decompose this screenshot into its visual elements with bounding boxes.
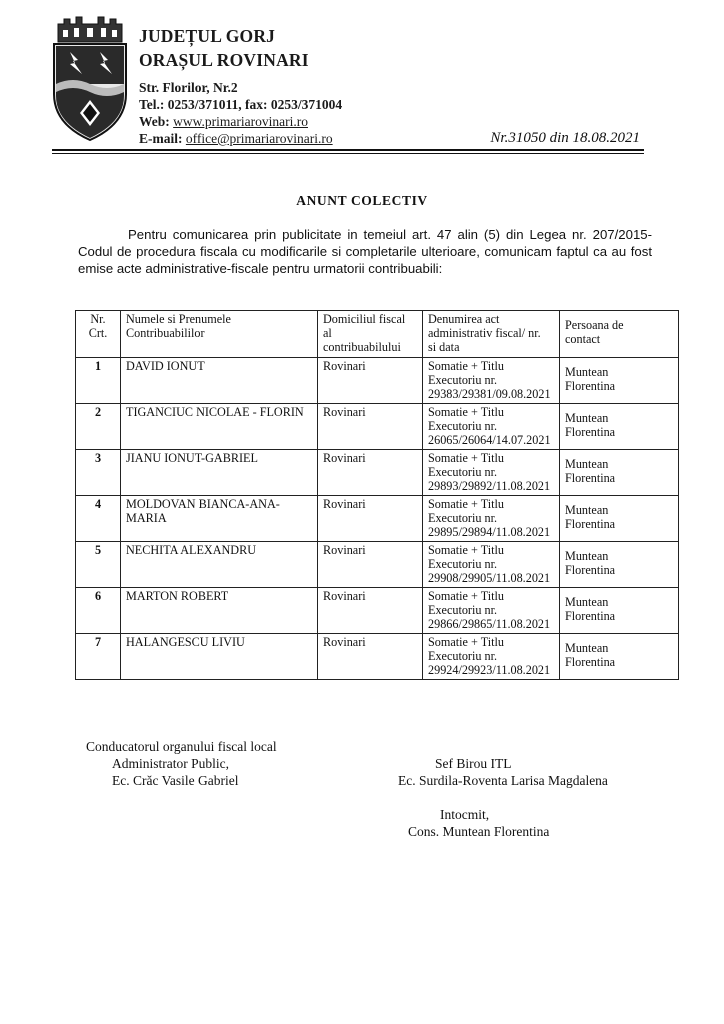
web-line	[139, 114, 308, 130]
header-act-line: si data	[428, 340, 460, 354]
signature-left	[86, 738, 277, 789]
contact-person	[560, 358, 679, 404]
row-number	[76, 496, 121, 542]
web-label: Web:	[139, 114, 170, 129]
header-act	[423, 311, 560, 358]
prepared-line: Intocmit,	[440, 807, 490, 822]
contact-person-text: Muntean	[565, 457, 609, 471]
contact-person-text: Florentina	[565, 425, 616, 439]
fiscal-domicile	[318, 404, 423, 450]
contact-person	[560, 588, 679, 634]
taxpayer-name	[121, 450, 318, 496]
fiscal-act	[423, 404, 560, 450]
web-link[interactable]: www.primariarovinari.ro	[173, 114, 308, 129]
fiscal-act-text: Somatie + Titlu	[428, 589, 504, 603]
fiscal-act-text: Executoriu nr.	[428, 373, 498, 387]
intro-text: Pentru comunicarea prin publicitate in temeiul art. 47 alin (5) din Legea nr. 207/2015-Codul de procedura fiscala cu modificarile si completarile ulterioare, comunicam faptul ca au fost emise acte administrative-fiscale pentru urmatorii contribuabili:	[78, 227, 652, 276]
row-number	[76, 588, 121, 634]
header-contact-line: Persoana de	[565, 318, 624, 332]
page-title: ANUNT COLECTIV	[296, 193, 428, 208]
fiscal-domicile	[318, 450, 423, 496]
coat-of-arms-icon	[48, 14, 132, 144]
table-row	[76, 496, 679, 542]
row-number-text: 7	[94, 635, 102, 649]
sig-right-line: Sef Birou ITL	[435, 756, 512, 771]
table-row	[76, 404, 679, 450]
contact-person-text: Muntean	[565, 411, 609, 425]
taxpayer-name-text: MOLDOVAN BIANCA-ANA-MARIA	[126, 497, 280, 525]
fiscal-act-text: Somatie + Titlu	[428, 451, 504, 465]
email-line	[139, 131, 333, 147]
town-name: ORAȘUL ROVINARI	[139, 50, 309, 70]
fiscal-domicile-text: Rovinari	[323, 359, 366, 373]
signature-right	[398, 755, 608, 789]
contact-person-text: Florentina	[565, 655, 616, 669]
taxpayer-name-text: JIANU IONUT-GABRIEL	[126, 451, 258, 465]
fiscal-act-text: Somatie + Titlu	[428, 543, 504, 557]
fiscal-act-text: Executoriu nr.	[428, 419, 498, 433]
contact-person-text: Florentina	[565, 517, 616, 531]
row-number	[76, 634, 121, 680]
fiscal-domicile-text: Rovinari	[323, 589, 366, 603]
row-number-text: 5	[94, 543, 102, 557]
contact-person-text: Florentina	[565, 609, 616, 623]
fiscal-act-text: 29908/29905/11.08.2021	[428, 571, 551, 585]
header-contact-line: contact	[565, 332, 601, 346]
contact-person-text: Florentina	[565, 379, 616, 393]
taxpayer-name-text: NECHITA ALEXANDRU	[126, 543, 257, 557]
fiscal-act	[423, 358, 560, 404]
fiscal-act	[423, 588, 560, 634]
row-number	[76, 542, 121, 588]
contact-person	[560, 496, 679, 542]
contact-person	[560, 634, 679, 680]
taxpayer-name-text: TIGANCIUC NICOLAE - FLORIN	[126, 405, 304, 419]
contact-person	[560, 404, 679, 450]
contact-person-text: Muntean	[565, 549, 609, 563]
fiscal-act	[423, 450, 560, 496]
contact-person	[560, 450, 679, 496]
header-nr-line: Nr.	[90, 312, 106, 326]
fiscal-act-text: 29866/29865/11.08.2021	[428, 617, 551, 631]
fiscal-act	[423, 542, 560, 588]
header-dom-line: Domiciliul fiscal	[323, 312, 406, 326]
fiscal-domicile-text: Rovinari	[323, 451, 366, 465]
row-number-text: 4	[94, 497, 102, 511]
email-link[interactable]: office@primariarovinari.ro	[185, 131, 333, 146]
fiscal-act-text: Executoriu nr.	[428, 511, 498, 525]
header-contact	[560, 311, 679, 358]
intro-paragraph	[78, 226, 652, 277]
fiscal-act-text: 26065/26064/14.07.2021	[428, 433, 551, 447]
row-number-text: 3	[94, 451, 102, 465]
header-domicile	[318, 311, 423, 358]
taxpayer-name	[121, 496, 318, 542]
taxpayer-name-text: MARTON ROBERT	[126, 589, 229, 603]
table-row	[76, 542, 679, 588]
taxpayer-name	[121, 542, 318, 588]
taxpayer-name-text: HALANGESCU LIVIU	[126, 635, 245, 649]
fiscal-domicile-text: Rovinari	[323, 405, 366, 419]
fiscal-domicile	[318, 634, 423, 680]
contact-person-text: Florentina	[565, 563, 616, 577]
taxpayer-name	[121, 404, 318, 450]
taxpayer-name	[121, 588, 318, 634]
document-number: Nr.31050 din 18.08.2021	[490, 130, 640, 146]
contact-person-text: Florentina	[565, 471, 616, 485]
row-number-text: 2	[94, 405, 102, 419]
header-rule	[52, 149, 644, 151]
fiscal-act-text: Executoriu nr.	[428, 465, 498, 479]
taxpayer-name	[121, 358, 318, 404]
contact-person-text: Muntean	[565, 365, 609, 379]
row-number	[76, 404, 121, 450]
header-act-line: administrativ fiscal/ nr.	[428, 326, 541, 340]
fiscal-act-text: Somatie + Titlu	[428, 359, 504, 373]
fiscal-act-text: 29924/29923/11.08.2021	[428, 663, 551, 677]
header-dom-line: contribuabilului	[323, 340, 401, 354]
county-name: JUDEȚUL GORJ	[139, 26, 276, 46]
table-row	[76, 358, 679, 404]
fiscal-act	[423, 634, 560, 680]
sig-right-line: Ec. Surdila-Roventa Larisa Magdalena	[398, 773, 608, 788]
fiscal-act-text: 29893/29892/11.08.2021	[428, 479, 551, 493]
fiscal-domicile	[318, 588, 423, 634]
table-row	[76, 634, 679, 680]
table-row	[76, 588, 679, 634]
taxpayers-table	[75, 310, 679, 680]
header-nr-line: Crt.	[88, 326, 108, 340]
contact-person	[560, 542, 679, 588]
prepared-line: Cons. Muntean Florentina	[408, 824, 550, 839]
table-header-row	[76, 311, 679, 358]
fiscal-act-text: Executoriu nr.	[428, 603, 498, 617]
fiscal-domicile	[318, 542, 423, 588]
row-number	[76, 450, 121, 496]
header-name	[121, 311, 318, 358]
contact-person-text: Muntean	[565, 595, 609, 609]
contact-person-text: Muntean	[565, 641, 609, 655]
sig-left-line: Administrator Public,	[112, 756, 229, 771]
fiscal-act	[423, 496, 560, 542]
row-number-text: 6	[94, 589, 102, 603]
fiscal-domicile	[318, 496, 423, 542]
taxpayer-name	[121, 634, 318, 680]
phone-fax: Tel.: 0253/371011, fax: 0253/371004	[139, 97, 343, 112]
header-rule-thin	[52, 153, 644, 154]
fiscal-domicile-text: Rovinari	[323, 543, 366, 557]
sig-left-line: Ec. Crăc Vasile Gabriel	[112, 773, 239, 788]
row-number	[76, 358, 121, 404]
table-row	[76, 450, 679, 496]
fiscal-domicile-text: Rovinari	[323, 497, 366, 511]
prepared-by	[408, 806, 549, 840]
row-number-text: 1	[94, 359, 102, 373]
header-name-line: Numele si Prenumele	[126, 312, 231, 326]
taxpayer-name-text: DAVID IONUT	[126, 359, 205, 373]
email-label: E-mail:	[139, 131, 183, 146]
address: Str. Florilor, Nr.2	[139, 80, 238, 95]
fiscal-domicile	[318, 358, 423, 404]
fiscal-domicile-text: Rovinari	[323, 635, 366, 649]
header-nr	[76, 311, 121, 358]
fiscal-act-text: Executoriu nr.	[428, 649, 498, 663]
header-act-line: Denumirea act	[428, 312, 500, 326]
header-name-line: Contribuabililor	[126, 326, 205, 340]
fiscal-act-text: Somatie + Titlu	[428, 635, 504, 649]
fiscal-act-text: Executoriu nr.	[428, 557, 498, 571]
sig-left-line: Conducatorul organului fiscal local	[86, 739, 277, 754]
fiscal-act-text: Somatie + Titlu	[428, 405, 504, 419]
header-dom-line: al	[323, 326, 332, 340]
fiscal-act-text: 29383/29381/09.08.2021	[428, 387, 551, 401]
fiscal-act-text: Somatie + Titlu	[428, 497, 504, 511]
contact-person-text: Muntean	[565, 503, 609, 517]
fiscal-act-text: 29895/29894/11.08.2021	[428, 525, 551, 539]
